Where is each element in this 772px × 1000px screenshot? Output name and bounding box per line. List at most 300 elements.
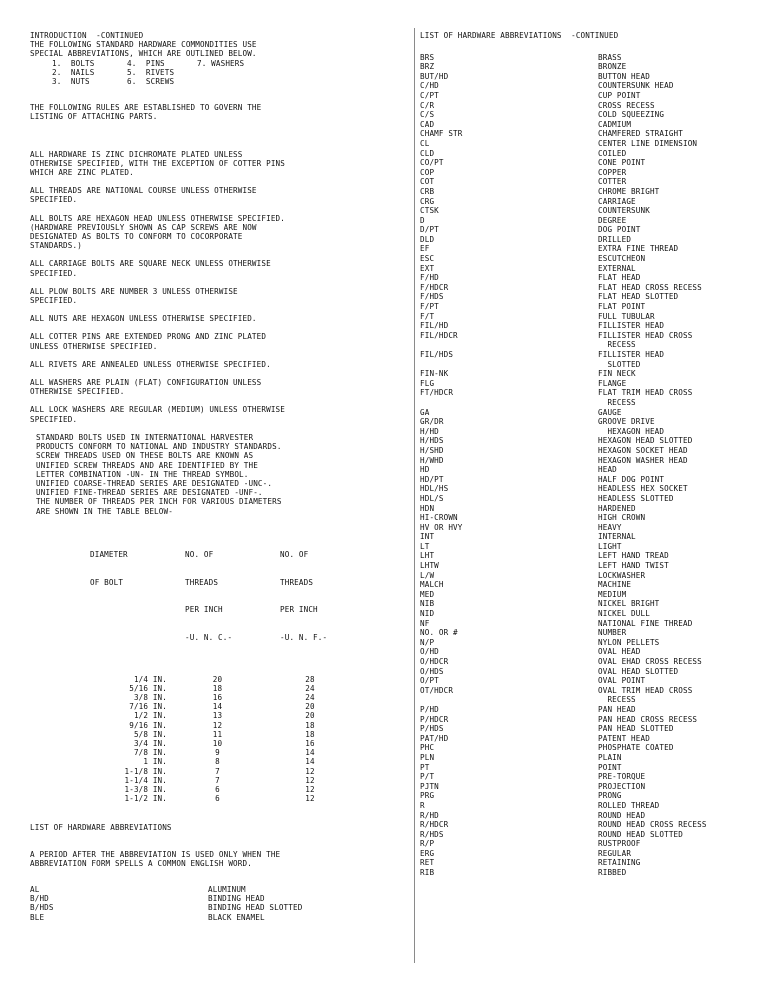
abbr-meaning: COTTER bbox=[598, 177, 627, 187]
paragraph-line: UNIFIED COARSE-THREAD SERIES ARE DESIGNATED -UNC-. bbox=[36, 478, 273, 488]
abbr-meaning: MEDIUM bbox=[598, 589, 627, 599]
paragraph-line: ALL BOLTS ARE HEXAGON HEAD UNLESS OTHERWISE SPECIFIED. bbox=[30, 213, 285, 223]
abbr-code: BRS bbox=[420, 52, 435, 62]
abbr-code: FLG bbox=[420, 378, 435, 388]
table-cell: 14 bbox=[305, 757, 315, 767]
rule-paragraph bbox=[30, 405, 390, 423]
table-cell: 24 bbox=[305, 683, 315, 693]
paragraph-line: THE NUMBER OF THREADS PER INCH FOR VARIOUS DIAMETERS bbox=[36, 497, 282, 507]
abbr-meaning: FLAT POINT bbox=[598, 302, 646, 312]
abbr-code: BUT/HD bbox=[420, 71, 449, 81]
abbr-code: P/HDS bbox=[420, 724, 444, 734]
table-cell: 20 bbox=[212, 674, 223, 684]
list-item bbox=[420, 321, 765, 331]
abbr-meaning: ROUND HEAD bbox=[598, 810, 646, 820]
list-item bbox=[420, 302, 765, 312]
list-item bbox=[420, 283, 765, 293]
paragraph-line: UNLESS OTHERWISE SPECIFIED. bbox=[30, 341, 158, 351]
table-row bbox=[90, 785, 360, 794]
abbr-code: F/T bbox=[420, 311, 435, 321]
abbr-code: GR/DR bbox=[420, 417, 444, 427]
list-item bbox=[420, 225, 765, 235]
abbr-code: N/P bbox=[420, 637, 435, 647]
list-item bbox=[30, 885, 390, 894]
paragraph-line: OTHERWISE SPECIFIED. bbox=[30, 387, 125, 397]
paragraph-line: SCREW THREADS USED ON THESE BOLTS ARE KNOWN AS bbox=[36, 451, 254, 461]
abbr-note-line: ABBREVIATION FORM SPELLS A COMMON ENGLISH WORD. bbox=[30, 858, 252, 868]
list-item bbox=[420, 129, 765, 139]
list-item bbox=[420, 715, 765, 725]
abbr-meaning: PATENT HEAD bbox=[598, 733, 650, 743]
rule-paragraph bbox=[30, 360, 390, 369]
table-row bbox=[90, 675, 360, 684]
abbr-meaning: PRE-TORQUE bbox=[598, 772, 646, 782]
abbr-code: F/HDS bbox=[420, 292, 444, 302]
list-item bbox=[420, 609, 765, 619]
table-row bbox=[90, 721, 360, 730]
abbr-meaning: OVAL EHAD CROSS RECESS bbox=[598, 657, 702, 666]
table-cell: 1 IN. bbox=[143, 757, 167, 767]
table-cell: 7/8 IN. bbox=[133, 748, 167, 758]
abbr-meaning: FLAT HEAD bbox=[598, 273, 641, 283]
abbr-meaning: PAN HEAD bbox=[598, 704, 636, 714]
list-item bbox=[420, 427, 765, 437]
list-item bbox=[420, 801, 765, 811]
table-cell: 6 bbox=[215, 785, 220, 794]
paragraph-line: (HARDWARE PREVIOUSLY SHOWN AS CAP SCREWS ARE NOW bbox=[30, 222, 257, 232]
commodity-list bbox=[30, 59, 390, 87]
paragraph-line: SPECIFIED. bbox=[30, 296, 78, 306]
abbr-meaning: NICKEL DULL bbox=[598, 609, 650, 619]
list-item bbox=[420, 369, 765, 379]
abbr-code: L/W bbox=[420, 570, 435, 580]
abbr-meaning: HEXAGON HEAD SLOTTED bbox=[598, 436, 693, 446]
abbr-meaning: CUP POINT bbox=[598, 90, 641, 100]
table-row bbox=[90, 739, 360, 748]
abbr-code: CHAMF STR bbox=[420, 129, 463, 139]
paragraph-line: ALL NUTS ARE HEXAGON UNLESS OTHERWISE SPECIFIED. bbox=[30, 314, 257, 324]
commodity-item: 3. NUTS bbox=[52, 77, 90, 87]
abbr-code: NID bbox=[420, 609, 435, 619]
abbr-meaning: POINT bbox=[598, 762, 622, 772]
intro-block bbox=[30, 31, 390, 59]
table-row bbox=[90, 748, 360, 757]
list-item bbox=[30, 903, 390, 912]
list-item bbox=[420, 475, 765, 485]
paragraph-line: THE FOLLOWING RULES ARE ESTABLISHED TO GOVERN THE bbox=[30, 103, 262, 113]
list-item bbox=[420, 436, 765, 446]
paragraph-line: ALL CARRIAGE BOLTS ARE SQUARE NECK UNLESS OTHERWISE bbox=[30, 259, 271, 269]
abbr-code: CRB bbox=[420, 186, 435, 196]
abbr-heading-continued: LIST OF HARDWARE ABBREVIATIONS -CONTINUED bbox=[420, 31, 619, 40]
paragraph-line: SPECIFIED. bbox=[30, 414, 78, 424]
list-item bbox=[420, 206, 765, 216]
abbr-meaning: DOG POINT bbox=[598, 225, 641, 235]
abbr-code: PJTN bbox=[420, 781, 439, 791]
abbr-meaning: FLAT TRIM HEAD CROSS RECESS bbox=[598, 388, 693, 407]
abbr-meaning: HIGH CROWN bbox=[598, 513, 646, 523]
intro-line: SPECIAL ABBREVIATIONS, WHICH ARE OUTLINED BELOW. bbox=[30, 49, 257, 59]
abbr-code: D/PT bbox=[420, 225, 439, 235]
abbr-code: H/HD bbox=[420, 426, 439, 436]
abbr-code: BLE bbox=[30, 912, 45, 922]
abbr-meaning: HEXAGON WASHER HEAD bbox=[598, 455, 688, 465]
list-item bbox=[420, 139, 765, 149]
left-column bbox=[30, 31, 390, 922]
list-item bbox=[420, 379, 765, 389]
table-cell: 7 bbox=[215, 766, 220, 776]
abbr-meaning: PAN HEAD CROSS RECESS bbox=[598, 714, 698, 724]
paragraph-line: UNIFIED SCREW THREADS AND ARE IDENTIFIED BY THE bbox=[36, 460, 258, 470]
abbr-code: CRG bbox=[420, 196, 435, 206]
table-cell: 20 bbox=[305, 702, 315, 712]
table-cell: 3/4 IN. bbox=[133, 738, 167, 748]
paragraph-line: OTHERWISE SPECIFIED, WITH THE EXCEPTION OF COTTER PINS bbox=[30, 158, 285, 168]
list-item bbox=[420, 331, 765, 350]
list-item bbox=[420, 101, 765, 111]
abbr-meaning: GROOVE DRIVE bbox=[598, 417, 655, 427]
list-item bbox=[420, 158, 765, 168]
table-cell: 14 bbox=[212, 702, 223, 712]
list-item bbox=[420, 590, 765, 600]
abbr-meaning: BRONZE bbox=[598, 62, 627, 72]
abbr-note-line: A PERIOD AFTER THE ABBREVIATION IS USED ONLY WHEN THE bbox=[30, 849, 281, 859]
paragraph-line: DESIGNATED AS BOLTS TO CONFORM TO COCORPORATE bbox=[30, 232, 243, 242]
commodity-item: 6. SCREWS bbox=[127, 77, 175, 87]
list-item bbox=[420, 388, 765, 407]
abbr-meaning: LEFT HAND TREAD bbox=[598, 551, 669, 561]
list-item bbox=[420, 561, 765, 571]
commodity-item: 7. WASHERS bbox=[197, 58, 245, 68]
list-item bbox=[420, 292, 765, 302]
header-unf: NO. OF THREADS PER INCH -U. N. F.- bbox=[280, 550, 328, 642]
abbr-code: R bbox=[420, 800, 425, 810]
abbr-list-left bbox=[30, 885, 390, 922]
table-cell: 20 bbox=[305, 711, 315, 721]
abbr-meaning: RETAINING bbox=[598, 858, 641, 868]
abbr-code: PLN bbox=[420, 752, 435, 762]
paragraph-line: LETTER COMBINATION -UN- IN THE THREAD SYMBOL. bbox=[36, 469, 249, 479]
abbr-code: MED bbox=[420, 589, 435, 599]
list-item bbox=[420, 868, 765, 878]
list-item bbox=[30, 894, 390, 903]
list-item bbox=[420, 110, 765, 120]
abbr-code: HDN bbox=[420, 503, 435, 513]
abbr-meaning: RIBBED bbox=[598, 868, 627, 878]
list-item bbox=[420, 811, 765, 821]
list-item bbox=[420, 619, 765, 629]
abbr-code: F/HD bbox=[420, 273, 439, 283]
list-item bbox=[420, 149, 765, 159]
abbr-code: C/S bbox=[420, 110, 435, 120]
abbr-code: P/T bbox=[420, 772, 435, 782]
abbr-meaning: FIN NECK bbox=[598, 369, 636, 379]
abbr-meaning: CADMIUM bbox=[598, 119, 632, 129]
abbr-meaning: HEXAGON HEAD bbox=[598, 426, 665, 436]
abbr-code: C/HD bbox=[420, 81, 439, 91]
rule-paragraph bbox=[30, 103, 390, 121]
abbr-code: O/HDS bbox=[420, 666, 444, 676]
table-cell: 28 bbox=[305, 674, 315, 684]
table-cell: 9 bbox=[215, 748, 220, 758]
list-item bbox=[420, 417, 765, 427]
abbr-meaning: NICKEL BRIGHT bbox=[598, 599, 660, 609]
list-item bbox=[420, 743, 765, 753]
table-cell: 10 bbox=[212, 738, 223, 748]
list-item bbox=[420, 312, 765, 322]
abbr-meaning: FILLISTER HEAD CROSS RECESS bbox=[598, 330, 693, 350]
abbr-code: B/HD bbox=[30, 894, 49, 904]
list-item bbox=[420, 197, 765, 207]
abbr-code: MALCH bbox=[420, 580, 444, 590]
commodity-row bbox=[52, 68, 390, 77]
abbr-meaning: OVAL HEAD SLOTTED bbox=[598, 666, 679, 676]
abbr-meaning: CENTER LINE DIMENSION bbox=[598, 138, 698, 148]
list-item bbox=[420, 504, 765, 514]
abbr-meaning: RUSTPROOF bbox=[598, 839, 641, 849]
paragraph-line: ALL PLOW BOLTS ARE NUMBER 3 UNLESS OTHERWISE bbox=[30, 286, 238, 296]
abbr-code: R/HDCR bbox=[420, 820, 449, 830]
list-item bbox=[420, 244, 765, 254]
abbr-meaning: LEFT HAND TWIST bbox=[598, 561, 669, 571]
abbr-code: FIL/HDS bbox=[420, 350, 454, 359]
table-cell: 18 bbox=[212, 683, 223, 693]
abbr-code: HI-CROWN bbox=[420, 513, 458, 523]
list-item bbox=[420, 446, 765, 456]
table-cell: 6 bbox=[215, 794, 220, 804]
paragraph-line: ALL THREADS ARE NATIONAL COURSE UNLESS OTHERWISE bbox=[30, 186, 257, 196]
paragraph-line: STANDARDS.) bbox=[30, 241, 82, 251]
abbr-meaning: COPPER bbox=[598, 167, 627, 177]
abbr-code: R/P bbox=[420, 839, 435, 849]
abbr-code: HD bbox=[420, 465, 430, 475]
list-item bbox=[420, 273, 765, 283]
list-item bbox=[420, 647, 765, 657]
table-cell: 9/16 IN. bbox=[129, 720, 167, 730]
abbr-meaning: FLAT HEAD CROSS RECESS bbox=[598, 282, 702, 292]
rule-paragraph bbox=[30, 287, 390, 305]
table-row bbox=[90, 684, 360, 693]
abbr-code: PRG bbox=[420, 791, 435, 801]
abbr-meaning: CONE POINT bbox=[598, 158, 646, 168]
paragraph-line: ALL RIVETS ARE ANNEALED UNLESS OTHERWISE SPECIFIED. bbox=[30, 359, 271, 369]
abbr-meaning: NATIONAL FINE THREAD bbox=[598, 618, 693, 628]
table-cell: 11 bbox=[212, 729, 223, 739]
list-item bbox=[420, 235, 765, 245]
abbr-meaning: COUNTERSUNK HEAD bbox=[598, 81, 674, 91]
abbr-heading: LIST OF HARDWARE ABBREVIATIONS bbox=[30, 823, 172, 833]
abbr-meaning: COLD SQUEEZING bbox=[598, 110, 665, 120]
list-item bbox=[420, 830, 765, 840]
abbr-code: D bbox=[420, 215, 425, 225]
abbr-code: NF bbox=[420, 618, 430, 628]
list-item bbox=[420, 408, 765, 418]
rule-paragraph bbox=[30, 150, 390, 178]
list-item bbox=[420, 187, 765, 197]
list-item bbox=[420, 858, 765, 868]
list-item bbox=[420, 734, 765, 744]
list-item bbox=[420, 820, 765, 830]
abbr-code: H/WHD bbox=[420, 455, 444, 465]
abbr-code: O/PT bbox=[420, 676, 439, 686]
abbr-code: P/HDCR bbox=[420, 714, 449, 724]
list-item bbox=[420, 350, 765, 369]
abbr-meaning: HEAVY bbox=[598, 522, 622, 532]
paragraph-line: UNIFIED FINE-THREAD SERIES ARE DESIGNATED -UNF-. bbox=[36, 488, 263, 498]
abbr-meaning: EXTERNAL bbox=[598, 263, 636, 273]
paragraph-line: ALL COTTER PINS ARE EXTENDED PRONG AND ZINC PLATED bbox=[30, 332, 267, 342]
list-item bbox=[420, 772, 765, 782]
table-cell: 8 bbox=[215, 757, 220, 767]
table-cell: 7 bbox=[215, 775, 220, 785]
table-cell: 1/4 IN. bbox=[133, 674, 167, 684]
table-cell: 5/8 IN. bbox=[133, 729, 167, 739]
list-item bbox=[420, 513, 765, 523]
abbr-code: EXT bbox=[420, 263, 435, 273]
paragraph-line: ALL LOCK WASHERS ARE REGULAR (MEDIUM) UNLESS OTHERWISE bbox=[30, 405, 285, 415]
table-cell: 16 bbox=[212, 692, 223, 702]
abbr-meaning: BUTTON HEAD bbox=[598, 71, 650, 81]
list-item bbox=[420, 177, 765, 187]
abbr-code: HDL/HS bbox=[420, 484, 449, 494]
abbr-code: PT bbox=[420, 762, 430, 772]
list-item bbox=[420, 791, 765, 801]
list-item bbox=[420, 81, 765, 91]
table-row bbox=[90, 730, 360, 739]
abbr-meaning: HEADLESS SLOTTED bbox=[598, 493, 674, 503]
abbr-code: B/HDS bbox=[30, 903, 54, 913]
abbr-meaning: OVAL POINT bbox=[598, 676, 646, 686]
list-item bbox=[420, 580, 765, 590]
abbr-code: PHC bbox=[420, 743, 435, 753]
abbr-code: H/HDS bbox=[420, 436, 444, 446]
abbr-code: R/HD bbox=[420, 810, 439, 820]
thread-table bbox=[90, 532, 360, 804]
right-column bbox=[420, 31, 765, 878]
abbr-code: COP bbox=[420, 167, 435, 177]
abbr-meaning: CHAMFERED STRAIGHT bbox=[598, 129, 683, 139]
table-row bbox=[90, 693, 360, 702]
paragraph-line: PRODUCTS CONFORM TO NATIONAL AND INDUSTRY STANDARDS. bbox=[36, 442, 282, 452]
commodity-item: 4. PINS bbox=[127, 58, 165, 68]
commodity-row bbox=[52, 59, 390, 68]
abbr-meaning: ALUMINUM bbox=[208, 885, 246, 895]
paragraph-line: WHICH ARE ZINC PLATED. bbox=[30, 168, 134, 178]
abbr-meaning: REGULAR bbox=[598, 848, 632, 858]
table-cell: 16 bbox=[305, 738, 315, 748]
abbr-code: H/SHD bbox=[420, 445, 444, 455]
list-item bbox=[420, 638, 765, 648]
abbr-meaning: PLAIN bbox=[598, 752, 622, 762]
standard-bolts-paragraph bbox=[30, 433, 390, 516]
abbr-meaning: CARRIAGE bbox=[598, 196, 636, 206]
abbr-meaning: DEGREE bbox=[598, 215, 627, 225]
abbr-code: RIB bbox=[420, 868, 435, 878]
abbr-meaning: BLACK ENAMEL bbox=[208, 912, 265, 922]
abbr-meaning: GAUGE bbox=[598, 407, 622, 417]
list-item bbox=[420, 705, 765, 715]
header-diameter: DIAMETER OF BOLT bbox=[90, 550, 128, 587]
abbr-meaning: NUMBER bbox=[598, 628, 627, 638]
commodity-item: 5. RIVETS bbox=[127, 67, 175, 77]
abbr-meaning: ESCUTCHEON bbox=[598, 254, 646, 264]
abbr-meaning: FILLISTER HEAD bbox=[598, 321, 665, 331]
abbr-code: HD/PT bbox=[420, 474, 444, 484]
abbr-code: F/HDCR bbox=[420, 282, 449, 292]
abbr-meaning: CROSS RECESS bbox=[598, 100, 655, 110]
list-item bbox=[420, 120, 765, 130]
abbr-meaning: PHOSPHATE COATED bbox=[598, 743, 674, 753]
list-item bbox=[420, 599, 765, 609]
header-unc: NO. OF THREADS PER INCH -U. N. C.- bbox=[185, 550, 233, 642]
abbr-code: PAT/HD bbox=[420, 733, 449, 743]
abbr-code: BRZ bbox=[420, 62, 435, 72]
abbr-meaning: CHROME BRIGHT bbox=[598, 186, 660, 196]
table-cell: 18 bbox=[305, 720, 315, 730]
abbr-code: DLD bbox=[420, 234, 435, 244]
abbr-code: R/HDS bbox=[420, 829, 444, 839]
paragraph-line: SPECIFIED. bbox=[30, 268, 78, 278]
list-item bbox=[420, 849, 765, 859]
abbr-code: FIL/HD bbox=[420, 321, 449, 331]
list-item bbox=[420, 91, 765, 101]
list-item bbox=[420, 456, 765, 466]
intro-line: THE FOLLOWING STANDARD HARDWARE COMMONDITIES USE bbox=[30, 40, 257, 50]
rule-paragraph bbox=[30, 332, 390, 350]
list-item bbox=[420, 254, 765, 264]
column-divider bbox=[414, 28, 415, 963]
abbr-code: OT/HDCR bbox=[420, 685, 454, 695]
abbr-code: COT bbox=[420, 177, 435, 187]
abbr-code: FT/HDCR bbox=[420, 388, 454, 398]
table-row bbox=[90, 702, 360, 711]
list-item bbox=[30, 913, 390, 922]
list-item bbox=[420, 532, 765, 542]
abbr-code: HDL/S bbox=[420, 493, 444, 503]
abbr-code: CO/PT bbox=[420, 158, 444, 168]
table-cell: 12 bbox=[305, 794, 315, 804]
table-cell: 24 bbox=[305, 692, 315, 702]
abbr-meaning: OVAL TRIM HEAD CROSS RECESS bbox=[598, 685, 693, 705]
abbr-meaning: ROUND HEAD CROSS RECESS bbox=[598, 820, 707, 830]
list-item bbox=[420, 753, 765, 763]
table-row bbox=[90, 711, 360, 720]
commodity-item: 1. BOLTS bbox=[52, 58, 95, 68]
abbr-meaning: DRILLED bbox=[598, 234, 632, 244]
abbr-meaning: HEADLESS HEX SOCKET bbox=[598, 484, 688, 494]
abbr-code: GA bbox=[420, 407, 430, 417]
rule-paragraph bbox=[30, 378, 390, 396]
table-cell: 1/2 IN. bbox=[133, 711, 167, 721]
abbr-code: CLD bbox=[420, 148, 435, 158]
table-cell: 1-1/4 IN. bbox=[124, 775, 167, 785]
table-cell: 12 bbox=[305, 775, 315, 785]
table-cell: 12 bbox=[305, 766, 315, 776]
abbr-code: P/HD bbox=[420, 704, 439, 714]
list-item bbox=[420, 523, 765, 533]
abbr-meaning: ROUND HEAD SLOTTED bbox=[598, 829, 683, 839]
abbr-meaning: HEAD bbox=[598, 465, 617, 475]
list-item bbox=[420, 53, 765, 63]
list-item bbox=[420, 667, 765, 677]
rule-paragraph bbox=[30, 314, 390, 323]
table-cell: 1-3/8 IN. bbox=[124, 785, 167, 794]
table-cell: 7/16 IN. bbox=[129, 702, 167, 712]
abbr-meaning: BINDING HEAD SLOTTED bbox=[208, 903, 303, 913]
list-item bbox=[420, 657, 765, 667]
table-cell: 18 bbox=[305, 729, 315, 739]
commodity-row bbox=[52, 77, 390, 86]
